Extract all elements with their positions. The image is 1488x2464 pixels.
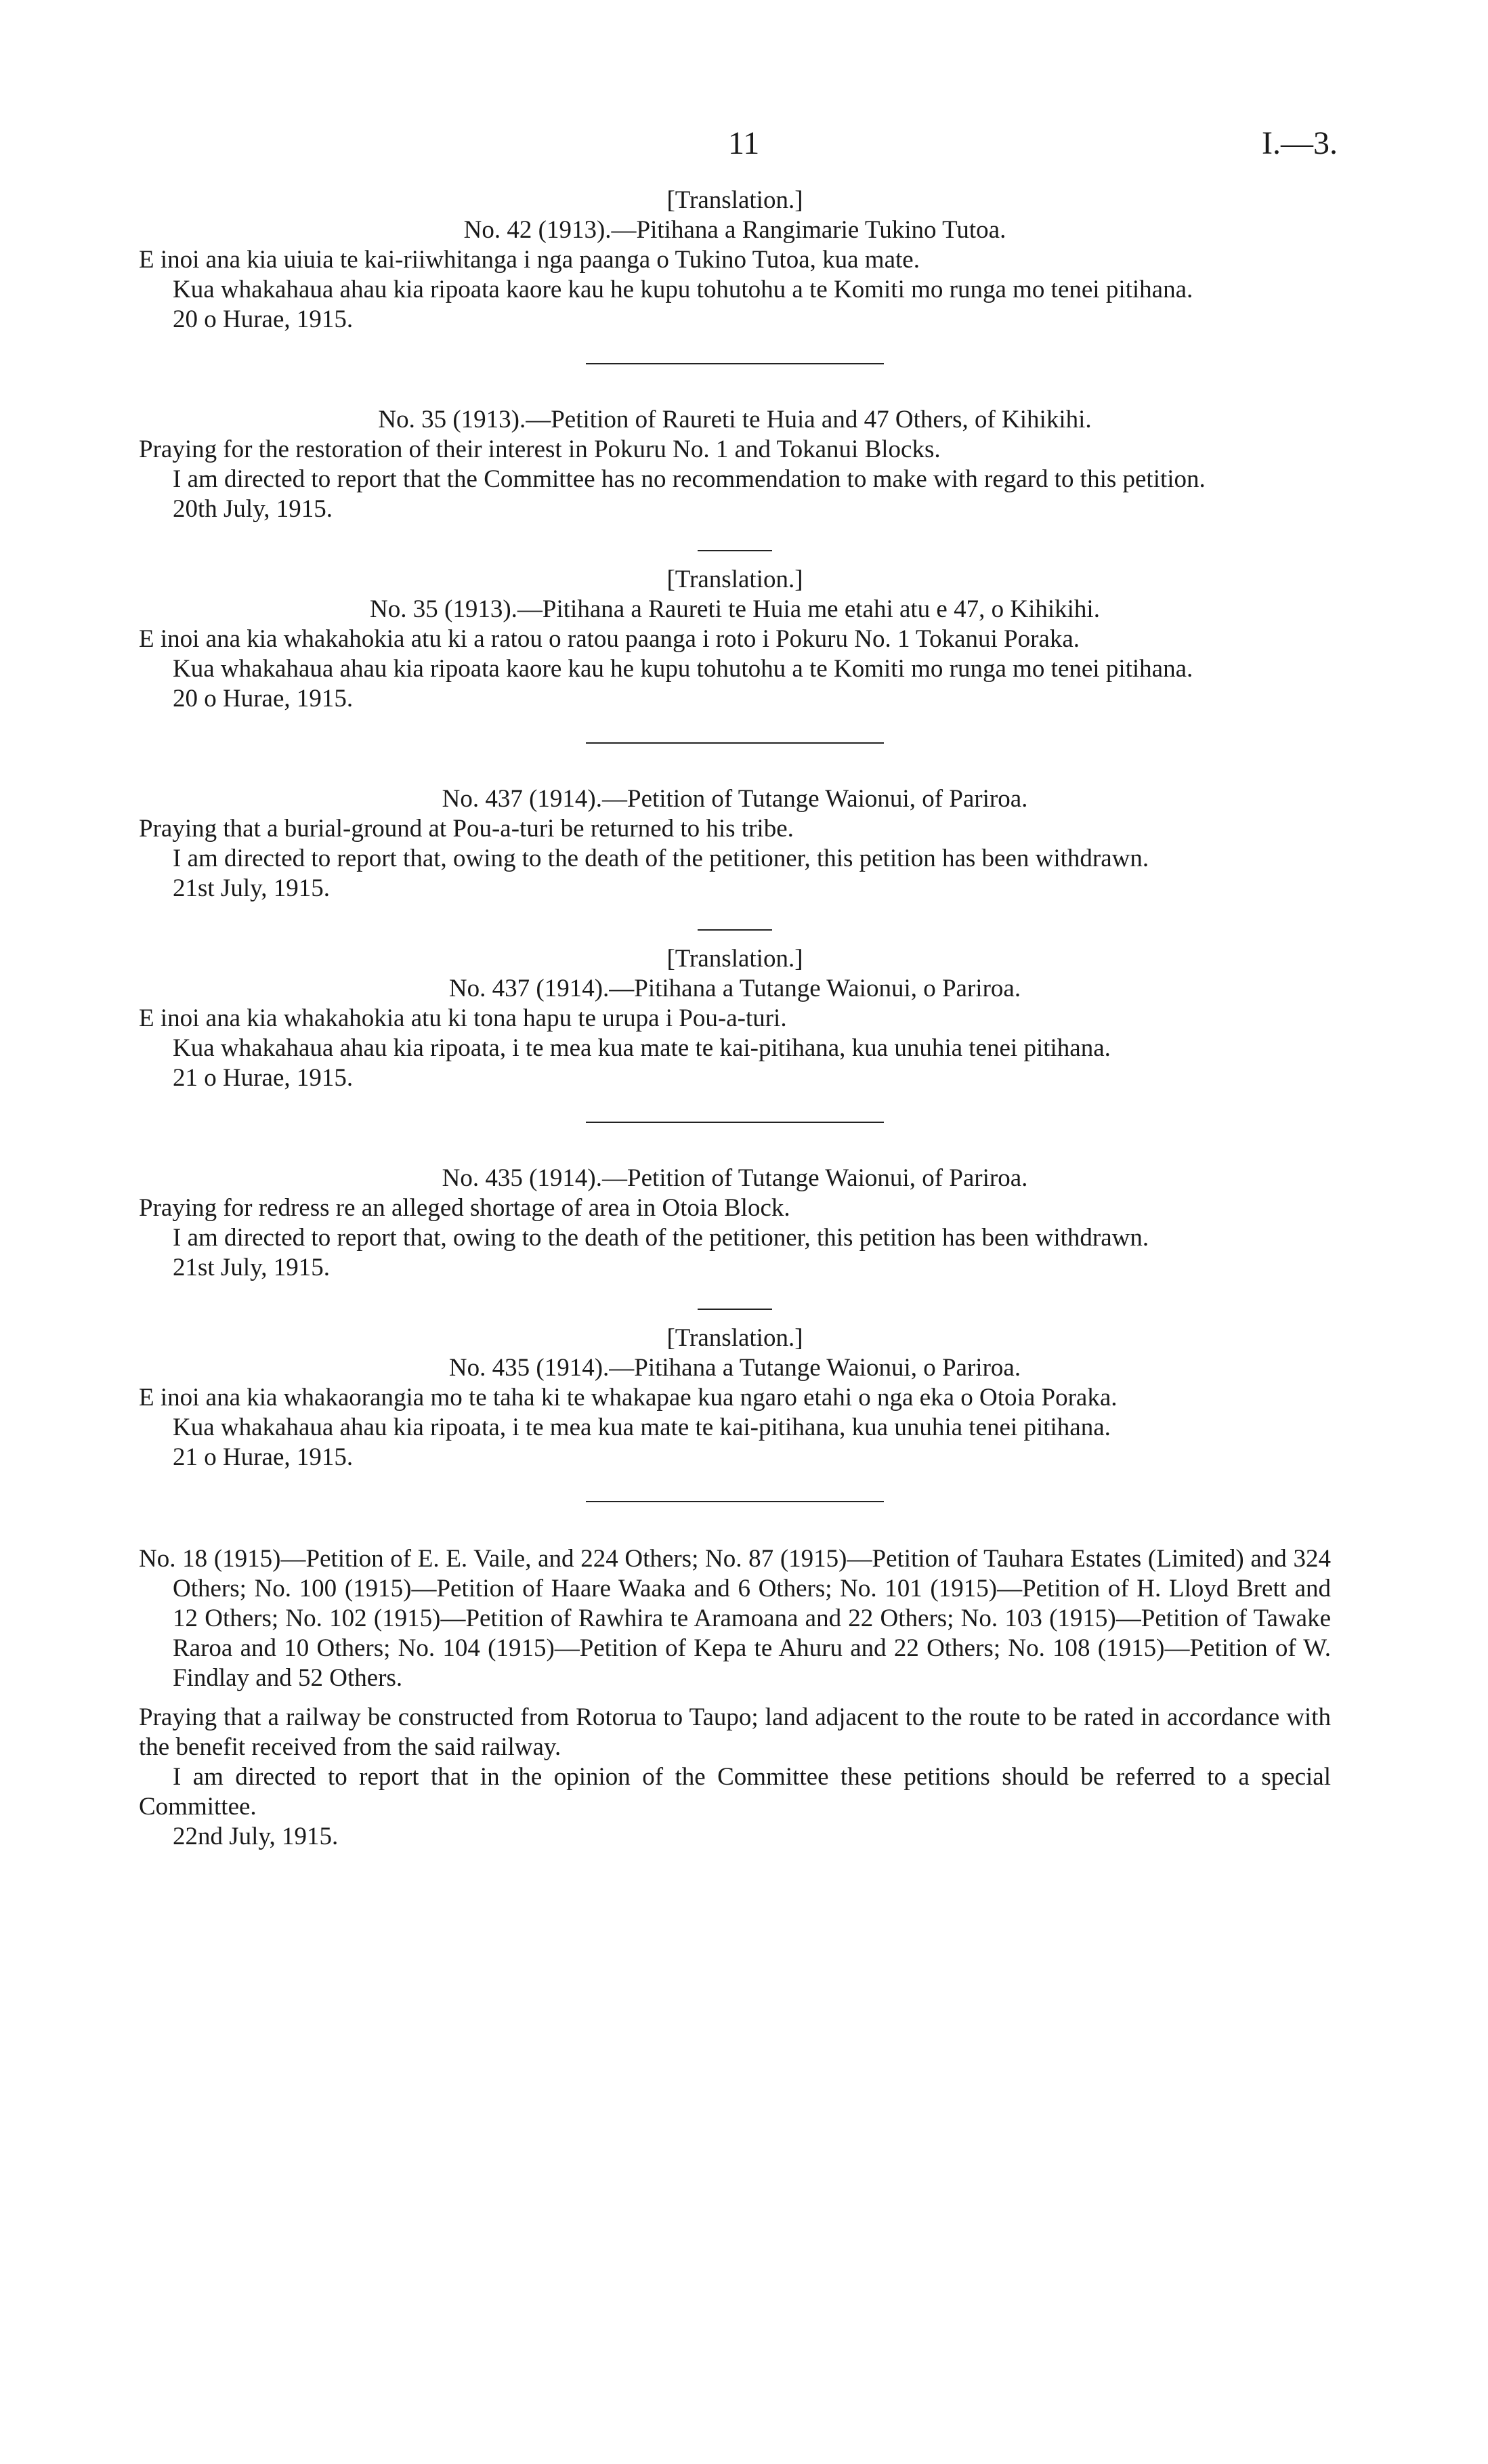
committee-report: I am directed to report that in the opinion of the Committee these petitions should be referred to a special Committee. <box>139 1763 1331 1821</box>
translation-divider <box>698 929 772 931</box>
petition-section <box>139 186 1331 335</box>
petition-section <box>139 944 1331 1093</box>
petition-section <box>139 1164 1331 1283</box>
report-date: 21 o Hurae, 1915. <box>173 1443 354 1471</box>
committee-report: I am directed to report that, owing to the death of the petitioner, this petition has been withdrawn. <box>173 845 1149 872</box>
page-number: 11 <box>728 125 760 161</box>
document-page <box>139 125 1338 1852</box>
committee-report: Kua whakahaua ahau kia ripoata, i te mea kua mate te kai-pitihana, kua unuhia tenei pitihana. <box>173 1034 1111 1062</box>
petition-section <box>139 565 1331 714</box>
section-divider <box>586 1501 884 1502</box>
petition-prayer: Praying that a railway be constructed from Rotorua to Taupo; land adjacent to the route to be rated in accordance with the benefit received from the said railway. <box>139 1703 1331 1761</box>
parliamentary-paper-reference: I.—3. <box>1262 125 1338 161</box>
committee-report: I am directed to report that, owing to the death of the petitioner, this petition has been withdrawn. <box>173 1224 1149 1252</box>
committee-report: Kua whakahaua ahau kia ripoata, i te mea kua mate te kai-pitihana, kua unuhia tenei pitihana. <box>173 1414 1111 1441</box>
petition-prayer: Praying for redress re an alleged shortage of area in Otoia Block. <box>139 1194 790 1222</box>
translation-divider <box>698 1309 772 1310</box>
petition-prayer: E inoi ana kia whakahokia atu ki tona hapu te urupa i Pou-a-turi. <box>139 1004 787 1032</box>
petition-section <box>139 1323 1331 1472</box>
section-divider <box>586 1122 884 1123</box>
committee-report: I am directed to report that the Committee has no recommendation to make with regard to this petition. <box>173 465 1206 493</box>
petition-title: No. 437 (1914).—Petition of Tutange Waionui, of Pariroa. <box>442 785 1028 813</box>
petition-prayer: Praying that a burial-ground at Pou-a-turi be returned to his tribe. <box>139 815 794 843</box>
petition-title: No. 35 (1913).—Pitihana a Raureti te Huia me etahi atu e 47, o Kihikihi. <box>370 595 1100 623</box>
joint-petitions-section <box>139 1544 1331 1852</box>
petition-section <box>139 784 1331 904</box>
report-date: 22nd July, 1915. <box>173 1823 339 1850</box>
petition-title: No. 437 (1914).—Pitihana a Tutange Waionui, o Pariroa. <box>448 975 1021 1002</box>
petition-title: No. 42 (1913).—Pitihana a Rangimarie Tukino Tutoa. <box>463 216 1006 244</box>
petition-title: No. 435 (1914).—Petition of Tutange Waionui, of Pariroa. <box>442 1164 1028 1192</box>
committee-report: Kua whakahaua ahau kia ripoata kaore kau he kupu tohutohu a te Komiti mo runga mo tenei pitihana. <box>173 276 1193 303</box>
petition-title: No. 35 (1913).—Petition of Raureti te Huia and 47 Others, of Kihikihi. <box>378 406 1092 433</box>
page-header <box>139 125 1338 176</box>
petition-prayer: Praying for the restoration of their interest in Pokuru No. 1 and Tokanui Blocks. <box>139 436 941 463</box>
petition-prayer: E inoi ana kia whakahokia atu ki a ratou o ratou paanga i roto i Pokuru No. 1 Tokanui Poraka. <box>139 625 1080 653</box>
petition-prayer: E inoi ana kia whakaorangia mo te taha ki te whakapae kua ngaro etahi o nga eka o Otoia Poraka. <box>139 1384 1118 1411</box>
translation-label: [Translation.] <box>666 945 803 973</box>
section-divider <box>586 742 884 744</box>
translation-label: [Translation.] <box>666 1324 803 1352</box>
report-date: 21st July, 1915. <box>173 1254 330 1281</box>
joint-petitions-heading: No. 18 (1915)—Petition of E. E. Vaile, and 224 Others; No. 87 (1915)—Petition of Tauhara Estates (Limited) and 324 Others; No. 100 (1915)—Petition of Haare Waaka and 6 Others; No. 101 (1915)—Petition of H. Lloyd Brett and 12 Others; No. 102 (1915)—Petition of Rawhira te Aramoana and 22 Others; No. 103 (1915)—Petition of Tawake Raroa and 10 Others; No. 104 (1915)—Petition of Kepa te Ahuru and 22 Others; No. 108 (1915)—Petition of W. Findlay and 52 Others. <box>139 1545 1331 1692</box>
committee-report: Kua whakahaua ahau kia ripoata kaore kau he kupu tohutohu a te Komiti mo runga mo tenei pitihana. <box>173 655 1193 683</box>
translation-label: [Translation.] <box>666 186 803 214</box>
report-date: 20 o Hurae, 1915. <box>173 305 354 333</box>
section-divider <box>586 363 884 364</box>
petition-prayer: E inoi ana kia uiuia te kai-riiwhitanga i nga paanga o Tukino Tutoa, kua mate. <box>139 246 920 274</box>
report-date: 21st July, 1915. <box>173 874 330 902</box>
translation-divider <box>698 550 772 551</box>
report-date: 20 o Hurae, 1915. <box>173 685 354 713</box>
petition-section <box>139 405 1331 524</box>
report-date: 21 o Hurae, 1915. <box>173 1064 354 1092</box>
report-date: 20th July, 1915. <box>173 495 333 523</box>
translation-label: [Translation.] <box>666 566 803 593</box>
petition-title: No. 435 (1914).—Pitihana a Tutange Waionui, o Pariroa. <box>448 1354 1021 1382</box>
